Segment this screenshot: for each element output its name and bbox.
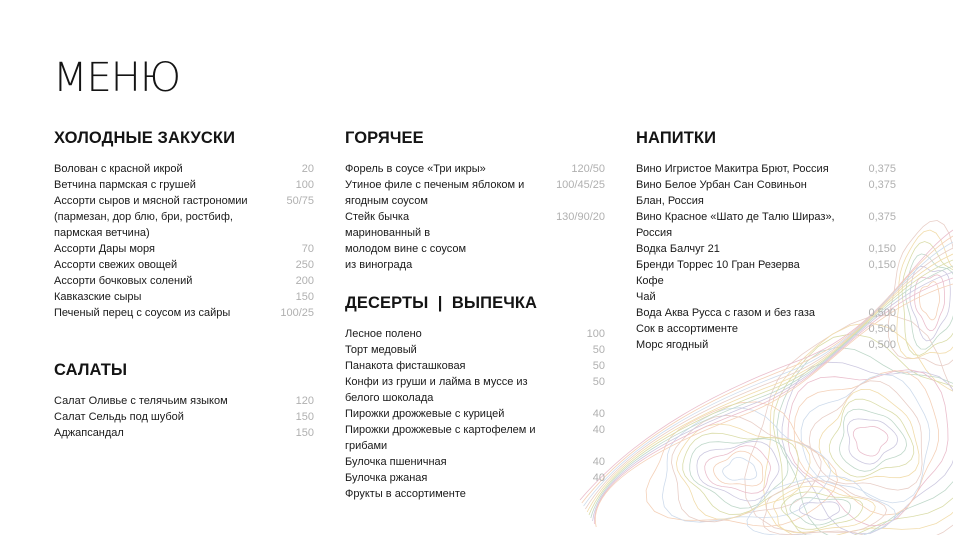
contour-line [788,370,948,526]
menu-item [345,358,605,374]
contour-line [690,439,788,509]
item-portion: 250 [295,259,314,271]
contour-line [676,424,810,519]
menu-item [345,209,605,273]
item-portion: 50 [592,360,605,372]
item-portion: 120/50 [571,163,605,175]
menu-item [54,393,314,409]
menu-item [345,470,605,486]
section-title-drinks: НАПИТКИ [636,129,717,147]
contour-line [713,451,762,486]
contour-line [910,266,950,341]
item-portion: 150 [295,427,314,439]
item-portion: 100/45/25 [556,179,605,191]
item-portion: 100 [586,328,605,340]
contour-line [839,409,906,471]
item-name: Морс ягодный [636,339,709,351]
item-name: Вино Игристое Макитра Брют, Россия [636,163,829,175]
item-name: Чай [636,291,656,303]
section-title-salads: САЛАТЫ [54,361,128,379]
item-portion: 150 [295,411,314,423]
contour-line [773,334,953,535]
item-volume: 0,375 [868,179,896,191]
item-name: Ассорти бочковых солений [54,275,193,287]
contour-line [829,399,914,477]
menu-item [54,193,314,241]
item-portion: 100 [295,179,314,191]
contour-line [819,389,919,481]
contour-line [683,433,799,514]
item-name: Кавказские сыры [54,291,142,303]
contour-line [801,374,930,503]
item-portion: 40 [592,472,605,484]
contour-line [847,419,897,464]
item-portion: 40 [592,424,605,436]
contour-line [672,415,822,522]
menu-item [54,289,314,305]
item-portion: 100/25 [280,307,314,319]
section-title-cold-appetizers: ХОЛОДНЫЕ ЗАКУСКИ [54,129,236,147]
contour-line [888,221,953,366]
menu-item [345,406,605,422]
menu-item [636,257,896,273]
salads-list [54,393,314,441]
menu-item [54,273,314,289]
item-portion: 20 [301,163,314,175]
menu-title: МЕНЮ [53,55,181,101]
contour-line [790,498,851,525]
item-name: Ассорти свежих овощей [54,259,178,271]
contour-line [646,402,837,527]
item-name: Ассорти Дары моря [54,243,155,255]
hot-dishes-list [345,161,605,273]
contour-line [662,408,831,523]
contour-line [763,481,887,535]
contour-line [800,502,840,520]
item-name: Вода Аква Русса с газом и без газа [636,307,815,319]
drinks-list [636,161,896,353]
column-middle [345,128,605,502]
contour-line [777,347,953,535]
item-name: Сок в ассортименте [636,323,739,335]
item-name: Пирожки дрожжевые с картофелем и грибами [345,424,536,452]
item-portion: 200 [295,275,314,287]
item-name: Аджапсандал [54,427,124,439]
contour-line [906,254,953,349]
item-volume: 0,500 [868,307,896,319]
item-name: Кофе [636,275,664,287]
menu-item [54,177,314,193]
item-name: Ветчина пармская с грушей [54,179,196,191]
item-name: Торт медовый [345,344,417,356]
item-name: Бренди Торрес 10 Гран Резерва [636,259,800,271]
menu-item [636,321,896,337]
menu-item [345,486,605,502]
item-name: Фрукты в ассортименте [345,488,466,500]
item-portion: 40 [592,456,605,468]
item-name: Водка Балчуг 21 [636,243,720,255]
item-name: Утиное филе с печеным яблоком и ягодным соусом [345,179,525,207]
item-name: Салат Оливье с телячьим языком [54,395,228,407]
cold-appetizers-list [54,161,314,321]
menu-item [345,177,605,209]
contour-line [915,275,945,331]
column-left [54,128,314,441]
menu-item [54,409,314,425]
section-spacer [345,273,605,293]
contour-line [902,242,953,356]
contour-line [794,371,939,516]
item-name: Ассорти сыров и мясной гастрономии (пармезан, дор блю, бри, ростбиф, пармская ветчина) [54,195,248,239]
contour-line [853,426,888,456]
menu-item [345,454,605,470]
menu-item [345,422,605,454]
item-portion: 50 [592,376,605,388]
item-name: Салат Сельдь под шубой [54,411,184,423]
contour-line [897,230,953,359]
menu-item [636,305,896,321]
menu-item [345,374,605,406]
item-volume: 0,150 [868,243,896,255]
contour-line [774,486,876,532]
menu-item [636,209,896,241]
item-name: Конфи из груши и лайма в муссе из белого шоколада [345,376,528,404]
item-volume: 0,375 [868,163,896,175]
contour-line [782,362,953,534]
item-portion: 40 [592,408,605,420]
menu-item [636,289,896,305]
item-volume: 0,500 [868,323,896,335]
item-portion: 50/75 [286,195,314,207]
menu-item [54,257,314,273]
menu-item [636,337,896,353]
contour-line [697,441,779,501]
item-portion: 120 [295,395,314,407]
menu-item [345,161,605,177]
item-name: Вино Красное «Шато де Талю Шираз», Россия [636,211,835,239]
item-name: Печеный перец с соусом из сайры [54,307,231,319]
section-title-hot: ГОРЯЧЕЕ [345,129,424,147]
item-name: Волован с красной икрой [54,163,183,175]
item-name: Панакота фисташковая [345,360,466,372]
menu-item [54,161,314,177]
item-name: Лесное полено [345,328,422,340]
contour-line [705,446,771,494]
menu-item [636,177,896,209]
contour-line [747,476,896,535]
section-spacer [54,321,314,360]
item-volume: 0,375 [868,211,896,223]
item-portion: 70 [301,243,314,255]
contour-line [809,381,922,490]
item-name: Булочка ржаная [345,472,428,484]
menu-item [345,326,605,342]
menu-item [636,241,896,257]
contour-line [764,323,953,535]
menu-item [636,161,896,177]
contour-line [723,458,757,481]
item-name: Пирожки дрожжевые с курицей [345,408,505,420]
item-name: Стейк бычка маринованный в молодом вине с соусом из винограда [345,211,467,271]
contour-line [781,492,863,529]
item-portion: 150 [295,291,314,303]
desserts-list [345,326,605,502]
item-name: Вино Белое Урбан Сан Совиньон Блан, Россия [636,179,807,207]
menu-item [636,273,896,289]
menu-item [54,305,314,321]
item-name: Форель в соусе «Три икры» [345,163,486,175]
column-right [636,128,896,353]
item-volume: 0,500 [868,339,896,351]
contour-line [920,282,940,320]
item-name: Булочка пшеничная [345,456,447,468]
item-portion: 50 [592,344,605,356]
item-portion: 130/90/20 [556,211,605,223]
menu-item [54,241,314,257]
section-title-desserts-bakery: ДЕСЕРТЫ | ВЫПЕЧКА [345,294,538,312]
menu-item [54,425,314,441]
menu-item [345,342,605,358]
item-volume: 0,150 [868,259,896,271]
